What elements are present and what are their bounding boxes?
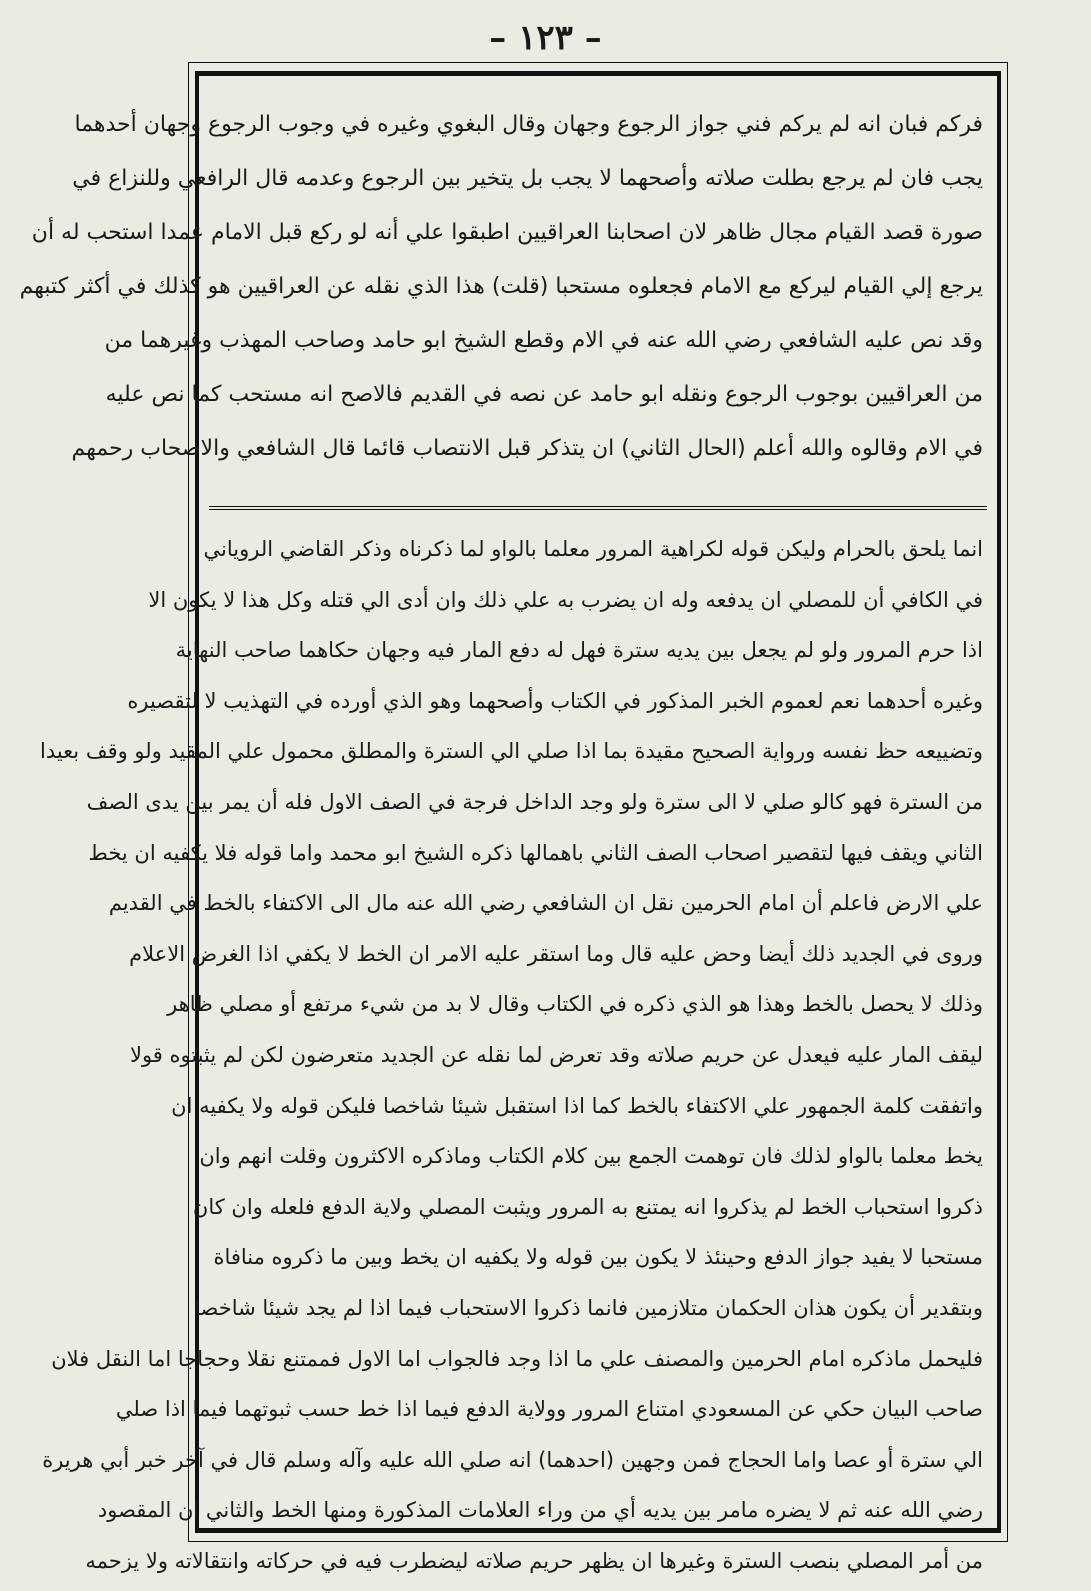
text-line: في الكافي أن للمصلي ان يدفعه وله ان يضرب به علي ذلك وان أدى الي قتله وكل هذا لا يكون الا	[148, 587, 983, 612]
text-line: صاحب البيان حكي عن المسعودي امتناع المرور وولاية الدفع فيما اذا خط حسب ثبوتهما فيما اذا صلي	[115, 1397, 983, 1422]
top-text-block	[19, 98, 983, 476]
text-line: يجب فان لم يرجع بطلت صلاته وأصحهما لا يجب بل يتخير بين الرجوع وعدمه قال الرافعي وللنزاع في	[72, 166, 983, 191]
text-line: وبتقدير أن يكون هذان الحكمان متلازمين فانما ذكروا الاستحباب فيما اذا لم يجد شيئا شاخصا	[194, 1295, 983, 1320]
page-number: – ۱۲۳ –	[489, 18, 602, 58]
text-line: من السترة فهو كالو صلي لا الى سترة ولو وجد الداخل فرجة في الصف الاول فله أن يمر بين يدى الصف	[86, 789, 983, 814]
text-line: وروى في الجديد ذلك أيضا وحض عليه قال وما استقر عليه الامر ان الخط لا يكفي اذا الغرض الاعلام	[129, 941, 983, 966]
text-line: ليقف المار عليه فيعدل عن حريم صلاته وقد تعرض لما نقله عن الجديد متعرضون لكن لم يثبتوه قولا	[129, 1042, 983, 1067]
text-line: في الام وقالوه والله أعلم (الحال الثاني) ان يتذكر قبل الانتصاب قائما قال الشافعي والاصحاب رحمهم	[71, 436, 983, 461]
page-frame-inner-border	[19, 71, 1001, 1573]
page-frame	[19, 62, 1008, 1573]
text-line: مستحبا لا يفيد جواز الدفع وحينئذ لا يكون بين قوله ولا يكفيه ان يخط وبين ما ذكروه منافاة	[213, 1245, 983, 1270]
text-line: واتفقت كلمة الجمهور علي الاكتفاء بالخط كما اذا استقبل شيئا شاخصا فليكن قوله ولا يكفيه ان	[171, 1093, 983, 1118]
text-line: فركم فبان انه لم يركم فني جواز الرجوع وجهان وقال البغوي وغيره في وجوب الرجوع وجهان أحدهما	[74, 112, 983, 137]
text-line: علي الارض فاعلم أن امام الحرمين نقل ان الشافعي رضي الله عنه مال الى الاكتفاء بالخط في القديم	[108, 891, 983, 916]
text-line: من العراقيين بوجوب الرجوع ونقله ابو حامد عن نصه في القديم فالاصح انه مستحب كما نص عليه	[105, 382, 983, 407]
bottom-text-block	[39, 524, 983, 1586]
text-line: انما يلحق بالحرام وليكن قوله لكراهية المرور معلما بالواو لما ذكرناه وذكر القاضي الروياني	[203, 537, 983, 561]
text-line: ذكروا استحباب الخط لم يذكروا انه يمتنع به المرور ويثبت المصلي ولاية الدفع فلعله وان كان	[192, 1194, 983, 1219]
section-divider-rule	[209, 506, 987, 510]
text-line: وتضييعه حظ نفسه ورواية الصحيح مقيدة بما اذا صلي الي السترة والمطلق محمول علي المقيد ولو وقف بعيدا	[39, 739, 983, 764]
text-line: وذلك لا يحصل بالخط وهذا هو الذي ذكره في الكتاب وقال لا بد من شيء مرتفع أو مصلي ظاهر	[167, 992, 983, 1017]
text-line: اذا حرم المرور ولو لم يجعل بين يديه سترة فهل له دفع المار فيه وجهان حكاهما صاحب النهاية	[175, 638, 983, 663]
text-line: فليحمل ماذكره امام الحرمين والمصنف علي ما اذا وجد فالجواب اما الاول فممتنع نقلا وحجاجا اما النقل فلان	[51, 1346, 983, 1371]
text-line: صورة قصد القيام مجال ظاهر لان اصحابنا العراقيين اطبقوا علي أنه لو ركع قبل الامام عمدا استحب له أن	[31, 220, 983, 245]
text-line: رضي الله عنه ثم لا يضره مامر بين يديه أي من وراء العلامات المذكورة ومنها الخط والثاني ان المقصود	[97, 1498, 983, 1523]
text-line: وغيره أحدهما نعم لعموم الخبر المذكور في الكتاب وأصحهما وهو الذي أورده في التهذيب لا لتقصيره	[127, 688, 983, 713]
text-line: الي سترة أو عصا واما الحجاج فمن وجهين (احدهما) انه صلي الله عليه وآله وسلم قال في آخر خبر أبي هريرة	[42, 1447, 983, 1472]
text-line: من أمر المصلي بنصب السترة وغيرها ان يظهر حريم صلاته ليضطرب فيه في حركاته وانتقالاته ولا يزحمه	[85, 1548, 983, 1573]
text-line: الثاني ويقف فيها لتقصير اصحاب الصف الثاني باهمالها ذكره الشيخ ابو محمد واما قوله فلا يكفيه ان يخط	[88, 840, 983, 865]
text-line: يخط معلما بالواو لذلك فان توهمت الجمع بين كلام الكتاب وماذكره الاكثرون وقلت انهم وان	[199, 1144, 983, 1169]
text-line: وقد نص عليه الشافعي رضي الله عنه في الام وقطع الشيخ ابو حامد وصاحب المهذب وغيرهما من	[104, 328, 983, 353]
text-line: يرجع إلي القيام ليركع مع الامام فجعلوه مستحبا (قلت) هذا الذي نقله عن العراقيين هو كذلك في أكثر كتبهم	[19, 274, 983, 299]
